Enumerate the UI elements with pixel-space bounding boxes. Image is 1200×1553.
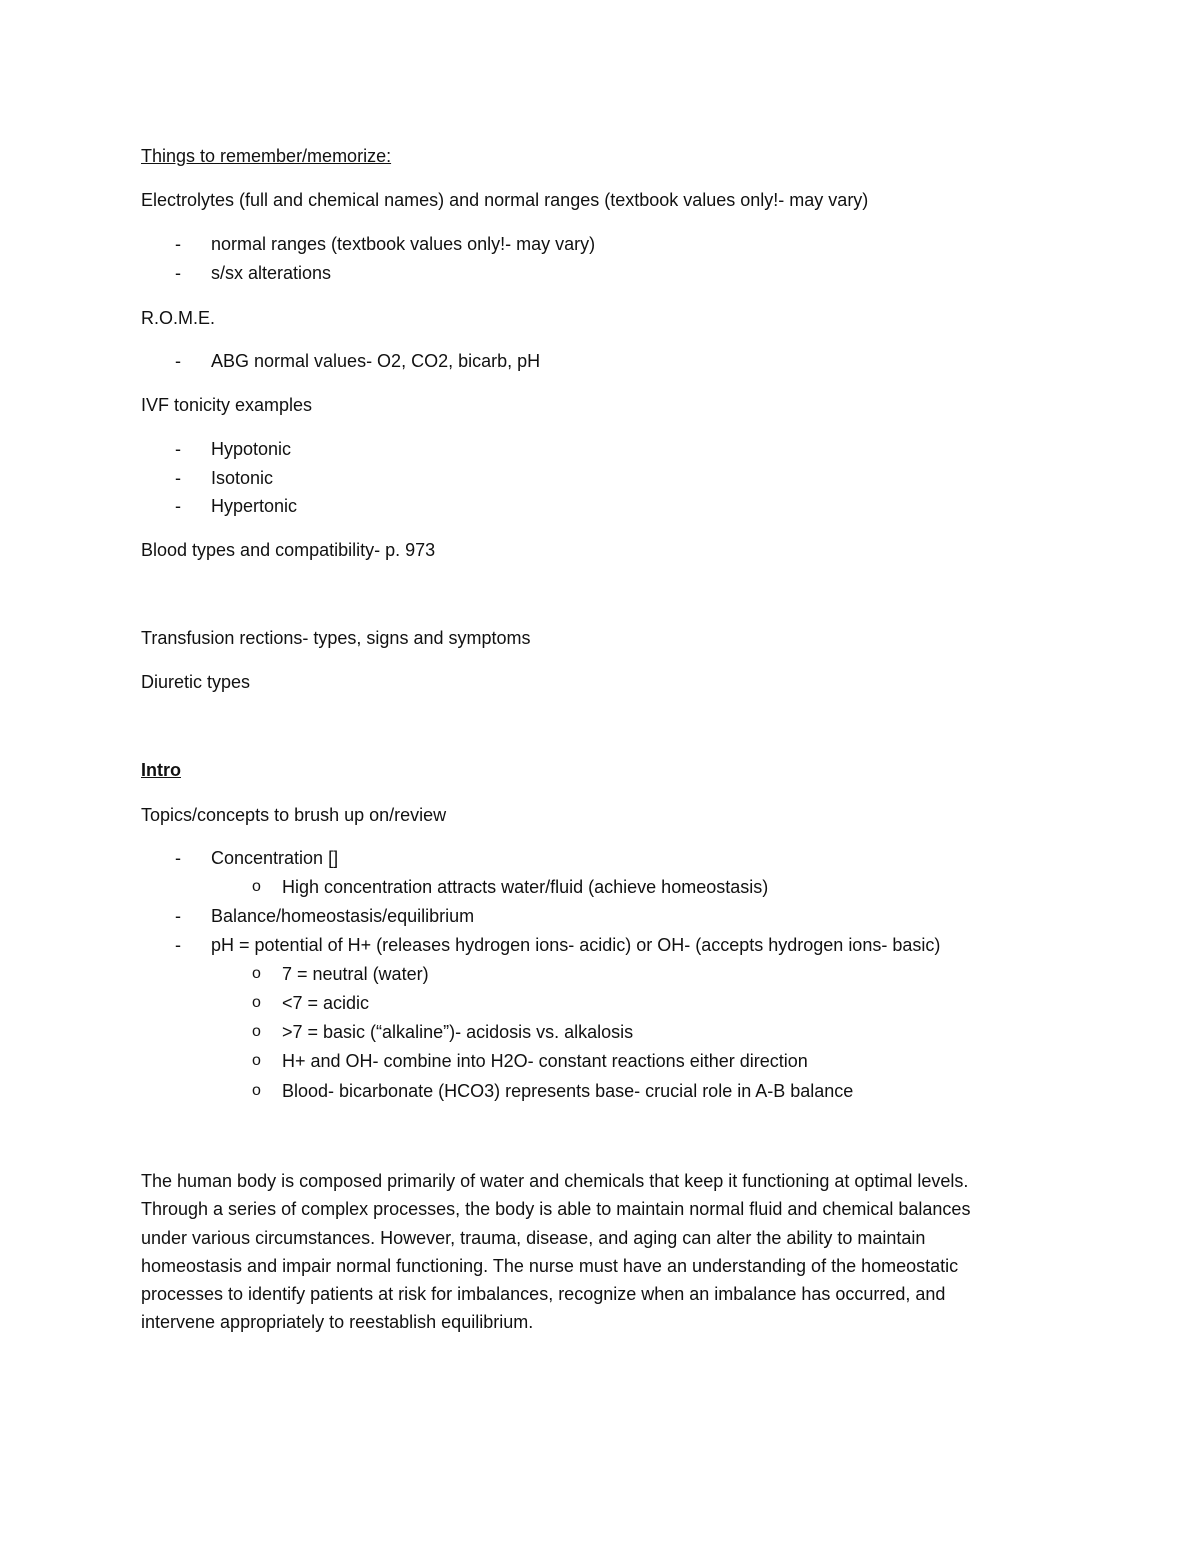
diuretic-line: Diuretic types <box>141 672 251 692</box>
circle-bullet: o <box>252 994 261 1011</box>
transfusion-line: Transfusion rections- types, signs and symptoms <box>141 628 531 648</box>
dash-bullet: - <box>175 906 181 926</box>
electrolytes-line: Electrolytes (full and chemical names) and normal ranges (textbook values only!- may vary) <box>141 190 869 210</box>
paragraph-line: The human body is composed primarily of water and chemicals that keep it functioning at optimal levels. <box>141 1171 969 1191</box>
sub-list-item: 7 = neutral (water) <box>282 964 429 984</box>
ivf-line: IVF tonicity examples <box>141 395 313 415</box>
circle-bullet: o <box>252 1082 261 1099</box>
sub-list-item: >7 = basic (“alkaline”)- acidosis vs. alkalosis <box>282 1022 634 1042</box>
dash-bullet: - <box>175 234 181 254</box>
topics-label: Topics/concepts to brush up on/review <box>141 805 447 825</box>
list-item: s/sx alterations <box>211 263 332 283</box>
paragraph-line: under various circumstances. However, trauma, disease, and aging can alter the ability to maintain <box>141 1227 926 1248</box>
intro-paragraph <box>141 1167 1071 1337</box>
dash-bullet: - <box>175 468 181 488</box>
sub-list-item: Blood- bicarbonate (HCO3) represents base- crucial role in A-B balance <box>282 1081 854 1101</box>
section-heading-things-to-remember: Things to remember/memorize: <box>141 146 392 166</box>
intro-heading: Intro <box>141 760 181 780</box>
blood-types-line: Blood types and compatibility- p. 973 <box>141 540 436 560</box>
circle-bullet: o <box>252 965 261 982</box>
rome-line: R.O.M.E. <box>141 308 216 328</box>
sub-list-item: H+ and OH- combine into H2O- constant reactions either direction <box>282 1051 808 1071</box>
list-item: Concentration [] <box>211 848 339 868</box>
list-item: ABG normal values- O2, CO2, bicarb, pH <box>211 351 541 371</box>
list-item: Isotonic <box>211 468 274 488</box>
dash-bullet: - <box>175 848 181 868</box>
circle-bullet: o <box>252 878 261 895</box>
circle-bullet: o <box>252 1052 261 1069</box>
list-item: pH = potential of H+ (releases hydrogen ions- acidic) or OH- (accepts hydrogen ions- basic) <box>211 935 941 955</box>
dash-bullet: - <box>175 263 181 283</box>
circle-bullet: o <box>252 1023 261 1040</box>
paragraph-line: intervene appropriately to reestablish equilibrium. <box>141 1312 534 1333</box>
list-item: normal ranges (textbook values only!- may vary) <box>211 234 596 254</box>
list-item: Hypotonic <box>211 439 292 459</box>
paragraph-line: homeostasis and impair normal functioning. The nurse must have an understanding of the homeostatic <box>141 1255 959 1276</box>
dash-bullet: - <box>175 935 181 955</box>
paragraph-line: processes to identify patients at risk for imbalances, recognize when an imbalance has occurred, and <box>141 1284 946 1305</box>
list-item: Hypertonic <box>211 496 298 516</box>
dash-bullet: - <box>175 439 181 459</box>
dash-bullet: - <box>175 351 181 371</box>
paragraph-line: Through a series of complex processes, the body is able to maintain normal fluid and chemical balances <box>141 1199 971 1220</box>
sub-list-item: <7 = acidic <box>282 993 370 1013</box>
list-item: Balance/homeostasis/equilibrium <box>211 906 475 926</box>
dash-bullet: - <box>175 496 181 516</box>
sub-list-item: High concentration attracts water/fluid (achieve homeostasis) <box>282 877 769 897</box>
